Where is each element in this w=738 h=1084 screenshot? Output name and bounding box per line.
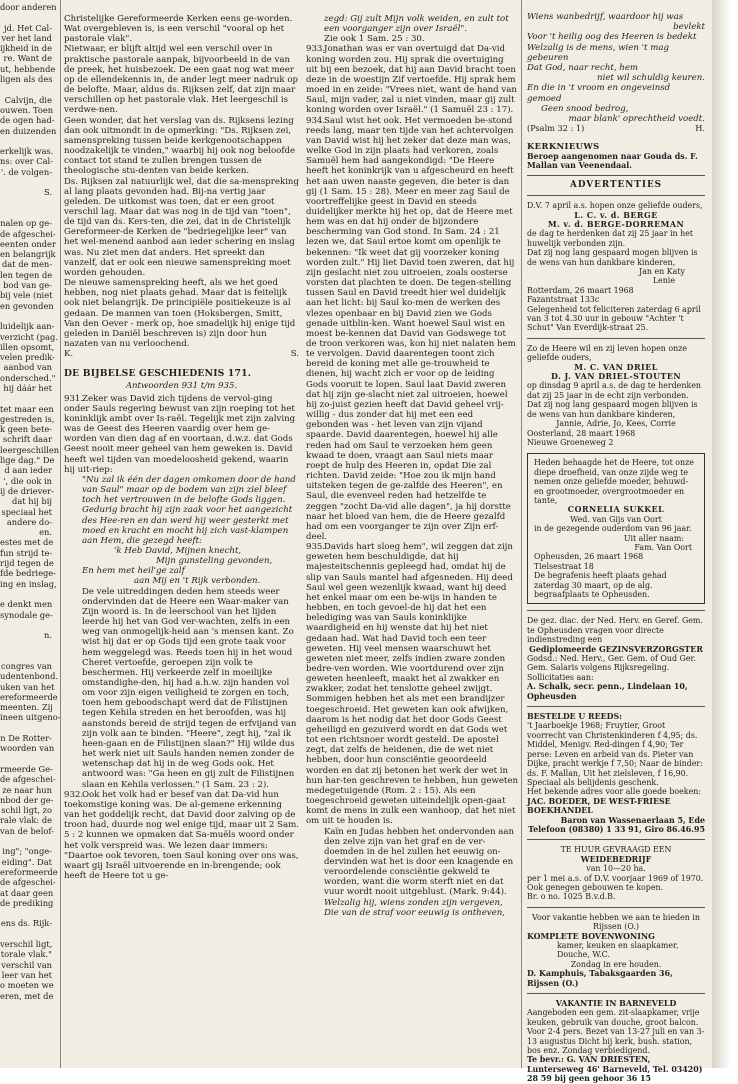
cut-line: ut, hebbende	[0, 63, 56, 74]
para-935c: Welzalig hij, wiens zonden zijn vergeven, Die van de straf voor eeuwig is ontheven,	[324, 897, 505, 918]
cut-line	[0, 651, 52, 661]
para-931-text: Zeker was David zich tijdens de vervol-ging onder Sauls regering bewust van zijn roeping tot het koninklijk ambt over Is-raël. Tegelijk met zijn zalving was de Geest des Heeren vaardig over hem ge-worden van dien dag af en voortaan, d.w.z. dat Gods Geest nooit meer geheel van hem geweken is. David heeft wel tijden van moedeloosheid gekend, waarin hij uit-riep:	[64, 393, 296, 475]
cut-line: fun strijd te-	[0, 547, 53, 558]
ad4-contact: A. Schalk, secr. penn., Lindelaan 10, Opheusden	[527, 682, 688, 701]
cut-line: nalen op ge-	[0, 218, 52, 229]
ad1-name-2: M. v. d. BERGE-DORREMAN	[547, 219, 685, 229]
divider	[527, 175, 705, 176]
ad6-title-2: WEIDEBEDRIJF	[580, 854, 652, 864]
cut-line: ereformeerde	[0, 691, 58, 702]
cut-line: nbod der ge-	[0, 794, 54, 805]
cut-line: fde bedriege-	[0, 568, 57, 579]
cut-line: rale vlak: de	[0, 815, 53, 826]
cut-line: bod van ge-	[3, 280, 52, 291]
ad2-text: op dinsdag 9 april a.s. de dag te herdenken dat zij 25 jaar in de echt zijn verbonden.	[527, 381, 701, 400]
ad2-name-2: D. J. VAN DRIEL-STOUTEN	[550, 372, 682, 382]
para-b5: De nieuwe samenspreking heeft, als we het goed hebben, nog niet plaats gehad. Maar dat is feitelijk ook niet belangrijk. De principiële positiekeuze is al gedaan. De mannen van toen (Hoksbergen, Smitt, Van den Oever - merk op, hoe smadelijk hij enige tijd geleden in Daniël beschreven is) zijn door hun nazaten van nu verloochend.	[64, 278, 296, 349]
cut-line: ouwen. Toen	[0, 104, 54, 115]
ad7-body: kamer, keuken en slaapkamer, Douche, W.C.	[557, 941, 679, 960]
cut-line	[0, 723, 52, 733]
cut-line: n De Rotter-	[0, 733, 52, 744]
cut-line: en duizenden	[0, 125, 57, 136]
cut-line: eenten onder	[0, 238, 56, 249]
page-edge-shadow	[712, 0, 738, 1068]
cut-line: aanbod van	[3, 362, 52, 373]
cut-line: hij dáár het	[3, 382, 52, 393]
cut-line: lige dag." De	[0, 455, 55, 466]
verse-line-4: aan Mij en 't Rijk verbonden.	[134, 576, 261, 587]
divider	[527, 195, 705, 196]
cut-line: van de belof-	[0, 825, 54, 836]
para-b1: Christelijke Gereformeerde Kerken eens ge-worden. Wat overgebleven is, is een verschil "vooral op het pastorale vlak".	[64, 14, 293, 45]
cut-line: rmeerde Ge-	[0, 763, 53, 774]
cut-line: ereformeerde	[0, 866, 58, 877]
signature-k: K.	[64, 349, 74, 360]
cut-line: e denkt men	[0, 599, 53, 610]
cut-line: at daar geen	[0, 887, 54, 898]
cut-line: ondersched."	[0, 372, 56, 383]
column-d	[527, 12, 705, 1084]
cut-line: S.	[43, 187, 52, 198]
cut-line: len tegen de	[0, 269, 53, 280]
ad6-size: van 10—20 ha.	[586, 864, 646, 874]
cut-line: ineen uitgeno-	[0, 712, 61, 723]
advertenties-title: ADVERTENTIES	[570, 180, 662, 191]
poem-line-9: maar blank' oprechtheid voedt.	[568, 114, 705, 125]
para-934-text: Saul wist het ook. Het vermoeden be-stond reeds lang, maar ten tijde van het achtervolgen van David wist hij het zeker dat deze man was, welke God in zijn plaats had verkoren, zoals Samuël hem had aangekondigd: "De Heere heeft het koninkrijk van u afgescheurd en heeft het aan uwen naaste gegeven, die beter is dan gij (1 Sam. 15 : 28). Meer en meer zag Saul de voortreffelijke geest in David en steeds duidelijker merkte hij het op, dat de Heere met hem was en dat hij onder de bijzondere bescherming van God stond. In Sam. 24 : 21 lezen we, dat Saul ertoe komt om openlijk te bekennen: "Ik weet dat gij voorzeker koning worden zult." Hij liet David toen zweren, dat hij zijn geslacht niet zou uitroeien, zoals oosterse vorsten dat plachten te doen. De tegen-stelling tussen Saul en David treedt hier wel duidelijk aan het licht: bij Saul ko-men de werken des vlezes openbaar en bij David zien we Gods genade uitblin-ken. Want hoewel Saul wist en moest be-kennen dat David van Godswege tot de troon verkoren was, kon hij niet nalaten hem te vervolgen. David daarentegen toont zich bereid de koning met alle ge-trouwheid te dienen, hij wacht zich er voor op de leiding Gods vooruit te lopen. Saul laat David zweren dat hij zijn ge-slacht niet zal uitroeien, hoewel hij zo-juist gezien heeft dat David geheel vrij-willig - dus zonder dat hij met een eed gebonden was - het leven van zijn vijand spaarde. David daarentegen, hoewel hij alle reden had om Saul te verzoeken hem geen kwaad te doen, vraagt aan Saul niets maar roept de hulp des Heeren in, opdat Die zal richten. David zeide: "Hoe zou ik mijn hand uitsteken tegen de ge-zalfde des Heeren", en Saul, die evenveel reden had hetzelfde te zeggen "zocht Da-vid alle dagen", ja hij dorstte naar het bloed van hem, die de Heere gezalfd had om een voorganger te zijn over Zijn erf-deel.	[306, 115, 516, 542]
obituary-box	[527, 453, 705, 604]
para-935-text: Davids hart sloeg hem", wil zeggen dat zijn geweten hem beschuldigde, dat hij majesteitschennis gepleegd had, omdat hij de slip van Sauls mantel had afgesneden. Hij deed Saul wel geen wezenlijk kwaad, want hij deed het enkel maar om een be-wijs in handen te hebben, en toch gevoel-de hij dat het een belediging was van Sauls koninklijke waardigheid en hij wenste dat hij het niet gedaan had. Wat had David toch een teer geweten. Hij veel mensen waarschuwt het geweten niet meer, zelfs indien zware zonden bedre-ven worden. Wie voortdurend over zijn geweten heenleeft, maakt het al zwakker en zwakker, zodat het tenslotte geheel zwijgt. Sommigen hebben het als met een brandijzer toegeschroeid. Het geweten kan ook afwijken, daarom is het nodig dat het door Gods Geest geheiligd en gezuiverd wordt en dat Gods wet tot een richtsnoer wordt gesteld. De apostel zegt, dat zelfs de heidenen, die de wet niet hebben, door hun consciëntie geoordeeld worden en dat zij betonen het werk der wet in hun har-ten geschreven te hebben, hun geweten medegetuigende (Rom. 2 : 15). Als een toegeschroeid geweten uiteindelijk open-gaat komt de mens in zulk een wanhoop, dat het niet om uit te houden is.	[306, 542, 518, 827]
cut-line: ijkheid in de	[0, 43, 52, 54]
ad6-box: Br. o no. 1025 B.v.d.B.	[527, 892, 616, 902]
ad5-all: Het bekende adres voor alle goede boeken:	[527, 787, 701, 797]
para-b2: Nietwaar, er blijft altijd wel een verschil over in praktische pastorale aanpak, bijvoorbeeld in de van de preek, het huisbezoek. De een gaat nog wat meer op de ellendekennis in, de ander legt meer nadruk op de belofte. Maar, aldus ds. Rijksen zelf, dat zijn maar verschillen op het pastorale vlak. Het leergeschil is verdwe-nen.	[64, 44, 299, 116]
ad1-intro: D.V. 7 april a.s. hopen onze geliefde ouders,	[527, 201, 703, 211]
poem-line-3: Voor 't heilig oog des Heeren is bedekt	[527, 32, 697, 43]
cut-line	[0, 929, 52, 939]
ad2-kids: Jannie, Adrie, Jo, Kees, Corrie	[556, 419, 676, 429]
signature-row	[64, 349, 299, 359]
para-933-number: 933.	[306, 44, 326, 55]
ad6-body: per 1 mei a.s. of D.V. voorjaar 1969 of 1970. Ook genegen gebouwen te kopen.	[527, 873, 704, 892]
cut-line: en belangrijk	[0, 249, 56, 260]
cut-line: Calvijn, die	[4, 94, 52, 105]
ad1-text: de dag te herdenken dat zij 25 jaar in het huwelijk verbonden zijn.	[527, 229, 694, 248]
ad7-title: KOMPLETE BOVENWONING	[527, 931, 655, 941]
cut-line: dat de men-	[1, 259, 52, 270]
cut-line: velen predik-	[0, 352, 55, 363]
ad3-address: Tielsestraat 18	[534, 561, 594, 571]
cut-line: n.	[44, 630, 52, 641]
cut-line: ens ds. Rijk-	[0, 918, 52, 929]
ad2-wish: Dat zij nog lang gespaard mogen blijven is de wens van hun dankbare kinderen,	[527, 400, 698, 419]
poem-line-4: Welzalig is de mens, wien 't mag gebeuren	[527, 42, 669, 63]
cut-line: ze naar hun	[2, 784, 52, 795]
ad3-all-2: Fam. Van Oort	[634, 542, 692, 552]
section-title: DE BIJBELSE GESCHIEDENIS 171.	[64, 368, 252, 380]
cut-line	[0, 136, 52, 146]
cut-line: ns: over Cal-	[0, 156, 53, 167]
cut-line: ', die ook in	[3, 475, 52, 486]
cut-line	[0, 589, 52, 599]
para-b4: Ds. Rijksen zal natuurlijk wel, dat die sa-menspreking al lang plaats gevonden had. Bij-na vertig jaar geleden. De uitkomst was toen, dat er een groot verschil lag. Maar dat was nog in de tijd van "toen", de tijd van ds. Kers-ten, die zei, dat in de Christelijk Gereformeer-de Kerken de "bedriegelijke leer" van het wel-menend aanbod aan ieder schering en inslag was. Nu ziet men dat anders. Het spreekt dan vanzelf, dat er ook een nieuwe samenspreking moet worden gehouden.	[64, 176, 299, 278]
cut-line	[0, 640, 52, 650]
cut-line: o moeten we	[0, 980, 54, 991]
cut-line	[0, 84, 52, 94]
ad-books	[527, 712, 705, 834]
kerknieuws-title: KERKNIEUWS	[527, 140, 600, 151]
cut-line: de afgeschei-	[0, 877, 56, 888]
ad3-name: CORNELIA SUKKEL	[567, 505, 665, 515]
para-931-rest: De vele uitreddingen deden hem steeds weer ondervinden dat de Heere een Waar-maker van Zijn woord is. In de leerschool van het lijden leerde hij het van God ver-wachten, zelfs in een weg van onmogelijk-heid aan 's mensen kant. Zo wist hij dat er op Gods tijd een grote taak voor hem weggelegd was. Reeds toen hij in het woud Cheret vertoefde, geroepen zijn volk te beschermen. Hij verkeerde zelf in moeilijke omstandighe-den, hij had a.h.w. zijn handen vol om voor zijn eigen veiligheid te zorgen en toch, toen hem geboodschapt werd dat de Filistijnen tegen Kehila streden en het beroofden, was hij aanstonds bereid de strijd tegen de erfvijand van zijn volk aan te binden. "Heere", zegt hij, "zal ik heen-gaan en de Filistijnen slaan?" Hij wilde dus het werk niet uit Sauls handen nemen zonder de wetenschap dat hij in de weg Gods ook. Het antwoord was: "Ga heen en gij zult de Filistijnen slaan en Kehila verlossen." (1 Sam. 23 : 2).	[82, 586, 297, 790]
cut-line: de afgeschei-	[0, 774, 56, 785]
cut-line: schil ligt, zo	[1, 805, 52, 816]
ad1-address: Fazantstraat 133c	[527, 295, 600, 305]
cut-line: d aan ieder	[4, 465, 52, 476]
ad-weidebedrijf	[527, 845, 705, 901]
cut-line: ver het land	[1, 32, 52, 43]
para-b3: Geen wonder, dat het verslag van ds. Rijksens lezing dan ook uitmondt in de opmerking: "Ds. Rijksen zei, samenspreking tussen beide kerkgenootschappen noodzakelijk te vinden," waarbij hij ook nog beloofde contact tot stand te zullen brengen tussen de theologische stu-denten van beide kerken.	[64, 115, 296, 177]
cut-line: verschil ligt,	[0, 939, 53, 950]
ad5-shop: JAC. BOEDER, DE WEST-FRIESE BOEKHANDEL	[527, 796, 671, 816]
cut-line: tet maar een	[0, 403, 54, 414]
cut-line	[0, 198, 52, 208]
ad5-telephone: Telefoon (08380) 1 33 91, Giro 86.46.95	[528, 824, 705, 834]
ad3-funeral: De begrafenis heeft plaats gehad zaterdag 30 maart, op de alg. begraafplaats te Opheusden.	[534, 571, 667, 599]
top-reference: Zie ook 1 Sam. 25 : 30.	[324, 34, 425, 45]
cut-line	[0, 311, 52, 321]
para-932-text: Ook het volk had er besef van dat Da-vid hun toekomstige koning was. De al-gemene erkenning van het goddelijk recht, dat David door zalving op de troon had, duurde nog wel enige tijd, maar uit 2 Sam. 5 : 2 kunnen we opmaken dat Sa-muëls woord onder het volk verspreid was. We lezen daar immers: "Daartoe ook tevoren, toen Saul koning over ons was, waart gij Israël uitvoerende en in-brengende; ook heeft de Heere tot u ge-	[64, 789, 299, 881]
para-931-quote-text: "Nu zal ik één der dagen omkomen door de hand van Saul" maar op de bodem van zijn ziel bleef toch het vertrouwen in de belofte Gods liggen. Gedurig bracht hij zijn zaak voor het aangezicht des Hee-ren en dan werd hij weer gesterkt met moed en kracht en mocht hij zich vast-klampen aan Hem, die gezegd heeft:	[82, 474, 296, 546]
cut-line: verschil van	[1, 959, 52, 970]
ad5-title: BESTELDE U REEDS:	[527, 712, 623, 722]
section-subtitle: Antwoorden 931 t/m 935.	[125, 381, 238, 392]
para-934-number: 934.	[306, 115, 326, 126]
cut-line	[0, 620, 52, 630]
cut-line: udentenbond.	[0, 671, 59, 682]
ad3-place: Opheusden, 26 maart 1968	[534, 552, 644, 562]
ad-van-den-berge	[527, 201, 705, 333]
cut-line: ing"; "onge-	[2, 846, 52, 857]
cut-line: en.	[39, 527, 52, 538]
ad3-subname: Wed. van Gijs van Oort	[570, 514, 662, 524]
cut-line: woorden van	[0, 743, 55, 754]
para-935	[306, 542, 518, 826]
ad7-contact: D. Kamphuis, Tabaksgaarden 36, Rijssen (O.)	[527, 969, 673, 988]
ad5-body: 't Jaarboekje 1968; Fruytier, Groot voorrecht van Christenkinderen f 4,95; ds. Middel, Menigv. Red-dingen f 4,90; Ter perse: Leven en arbeid van ds. Pieter van Dijke, pracht werkje f 7,50; Naar de binder: ds. F. Mallan, Uit het zielsleven, f 16,90. Speciaal als belijdenis geschenk.	[527, 721, 703, 787]
ad2-intro: Zo de Heere wil en zij leven hopen onze geliefde ouders,	[527, 343, 688, 363]
ad7-intro: Voor vakantie hebben we aan te bieden in Rijssen (O.)	[532, 912, 700, 932]
ad1-kids-1: Jan en Katy	[639, 267, 685, 276]
ad2-address: Nieuwe Groeneweg 2	[527, 437, 614, 447]
cut-line: '. de volgen-	[0, 166, 52, 177]
para-933	[306, 44, 518, 115]
divider	[527, 610, 705, 611]
column-c	[306, 14, 518, 918]
cut-line: eren, met de	[0, 990, 54, 1001]
cut-line: k geen bete-	[0, 424, 53, 435]
top-quote: zegd: Gij zult Mijn volk weiden, en zult tot een voorganger zijn over Israël".	[324, 14, 509, 35]
poem-footer	[527, 124, 705, 134]
para-931-number: 931.	[64, 393, 84, 404]
cut-line: re. Want de	[3, 53, 52, 64]
cut-line: speciaal het	[1, 506, 52, 517]
divider	[527, 993, 705, 994]
ad-van-driel	[527, 344, 705, 447]
cut-line: schrift daar	[2, 434, 52, 445]
cut-line: erkelijk was.	[0, 146, 54, 157]
cut-line: gestreden is,	[0, 413, 55, 424]
cut-line: dat hij bij	[12, 496, 52, 507]
ad4-body: Godsd.: Ned. Herv., Ger. Gem. of Oud Ger. Gem. Salaris volgens Rijksregeling. Sollicitaties aan:	[527, 654, 696, 682]
poem-line-6: niet wil schuldig keuren.	[597, 73, 705, 84]
cut-line: ligen als des	[0, 74, 53, 85]
ad7-sunday: Zondag in ere houden.	[570, 959, 662, 969]
para-935b: Kaïn en Judas hebben het ondervonden aan den zelve zijn van het graf en de ver-doemden in de hel zullen het eeuwig on-dervinden wat het is door een knagende en veroordelende consciëntie gekweld te worden, want die worm sterft niet en dat vuur wordt nooit uitgeblust. (Mark. 9:44).	[324, 826, 515, 898]
divider	[527, 907, 705, 908]
poem-line-5: Dat God, naar recht, hem	[527, 63, 639, 74]
cut-line	[0, 208, 52, 218]
poem-signature: H.	[695, 123, 705, 134]
divider	[527, 706, 705, 707]
ad2-name-1: M. C. VAN DRIEL	[574, 362, 658, 372]
ad8-title: VAKANTIE IN BARNEVELD	[555, 999, 677, 1009]
ad6-title-1: TE HUUR GEVRAAGD EEN	[560, 845, 672, 855]
verse-line-3: En hem met heil'ge zalf	[82, 566, 185, 577]
cut-line: jd. Het Cal-	[3, 22, 52, 33]
poem-line-7: En die in 't vroom en ongeveinsd gemoed	[527, 83, 671, 104]
cut-line: de prediking	[0, 897, 54, 908]
ad8-contact: Te bevr.: G. VAN DRIESTEN, Lunterseweg 46' Barneveld, Tel. 03420) 28 59 bij geen gehoor 36 15	[527, 1055, 703, 1084]
poem-reference: (Psalm 32 : 1)	[527, 123, 585, 134]
cut-line: de ogen had-	[0, 115, 55, 126]
ad1-kids-2: Lenie	[652, 276, 675, 286]
ad4-text: De gez. diac. der Ned. Herv. en Geref. Gem. te Opheusden vragen voor directe indienstreding een	[527, 616, 703, 645]
cut-line: en gevonden	[0, 300, 54, 311]
ad2-place: Oosterland, 28 maart 1968	[527, 428, 636, 438]
poem-line-2: bevlekt	[673, 22, 705, 33]
poem-line-1: Wiens wanbedrijf, waardoor hij was	[527, 12, 684, 22]
psalm-poem	[527, 12, 705, 124]
cut-line: door anderen	[0, 2, 57, 12]
ad8-body: Aangeboden een gem. zit-slaapkamer, vrije keuken, gebruik van douche, groot balcon. Voor 2-4 pers. Bezet van 13-27 juli en van 3-13 augustus Dicht bij kerk, bush. station, bos enz. Zondag verbiedigend.	[527, 1008, 705, 1056]
left-cut-column	[0, 2, 61, 1001]
para-932-number: 932.	[64, 789, 84, 800]
divider	[527, 839, 705, 840]
cut-line: andere do-	[6, 516, 52, 527]
ad-barneveld	[527, 999, 705, 1084]
cut-line: uken van het	[0, 681, 55, 692]
cut-line: rijd tegen de	[0, 558, 54, 569]
cut-line: verzicht (pag.	[0, 331, 58, 342]
cut-line: estes met de	[0, 537, 54, 548]
ad-bovenwoning	[527, 913, 705, 988]
ad-gezinsverzorgster	[527, 616, 705, 701]
para-935-number: 935.	[306, 542, 326, 553]
cut-line: ing en inslag,	[0, 578, 57, 589]
ad3-all-1: Uit aller naam:	[623, 533, 684, 543]
ad1-reception: Gelegenheid tot feliciteren zaterdag 6 april van 3 tot 4.30 uur in gebouw "Achter 't Schut" Van Everdijk-straat 25.	[527, 304, 701, 333]
ad1-place: Rotterdam, 26 maart 1968	[527, 285, 634, 295]
para-932	[64, 790, 299, 881]
para-931	[64, 394, 299, 475]
column-rule-1	[60, 0, 61, 1068]
cut-line: eiding". Dat	[1, 856, 52, 867]
para-934	[306, 116, 518, 543]
column-rule-2	[521, 0, 522, 1068]
cut-line: de afgeschei-	[0, 228, 56, 239]
cut-line	[0, 393, 52, 403]
cut-line	[0, 836, 52, 846]
ad3-text: Heden behaagde het de Heere, tot onze diepe droefheid, van onze zijde weg te nemen onze geliefde moeder, behuwd- en grootmoeder, overgrootmoeder en tante,	[534, 458, 694, 505]
cut-line: luidelijk aan-	[0, 321, 55, 332]
verse-line-2: Mijn gunsteling gevonden,	[156, 556, 273, 567]
poem-line-8: Geen snood bedrog,	[541, 103, 629, 114]
cut-line	[0, 12, 52, 22]
cut-line: torale vlak."	[0, 949, 52, 960]
cut-line: synodale ge-	[0, 609, 53, 620]
ad4-title: Gediplomeerde GEZINSVERZORGSTER	[529, 644, 703, 654]
cut-line: ij de driever-	[0, 485, 54, 496]
divider	[527, 338, 705, 339]
ad3-age: in de gezegende ouderdom van 96 jaar.	[534, 524, 692, 534]
kerknieuws-text: Beroep aangenomen naar Gouda ds. F. Mallan van Veenendaal.	[527, 151, 698, 171]
cut-line: bij vele (niet	[0, 290, 53, 301]
ad5-address: Baron van Wassenaerlaan 5, Ede	[560, 815, 705, 825]
cut-line: leergeschillen	[0, 444, 60, 455]
signature-s: S.	[290, 349, 299, 360]
column-b	[64, 14, 299, 881]
cut-line	[0, 177, 52, 187]
para-933-text: Jonathan was er van overtuigd dat Da-vid koning worden zou. Hij sprak die overtuiging uit bij een bezoek, dat hij aan David bracht toen deze in de woestijn Zif vertoefde. Hij sprak hem moed in en zeide: "Vrees niet, want de hand van Saul, mijn vader, zal u niet vinden, maar gij zult koning worden over Israël." (1 Samuël 23 : 17).	[306, 44, 517, 116]
cut-line	[0, 754, 52, 764]
verse-line-1: 'k Heb David, Mijnen knecht,	[114, 545, 242, 556]
cut-line: illen opsomt,	[0, 341, 55, 352]
para-931-quote	[64, 475, 299, 546]
cut-line: leer van het	[1, 969, 52, 980]
ad1-name-1: L. C. v. d. BERGE	[574, 210, 658, 220]
ad1-wish: Dat zij nog lang gespaard mogen blijven is de wens van hun dankbare kinderen,	[527, 248, 698, 267]
cut-line	[0, 908, 52, 918]
cut-line: meenten. Zij	[0, 702, 53, 713]
cut-line: congres van	[0, 661, 52, 671]
